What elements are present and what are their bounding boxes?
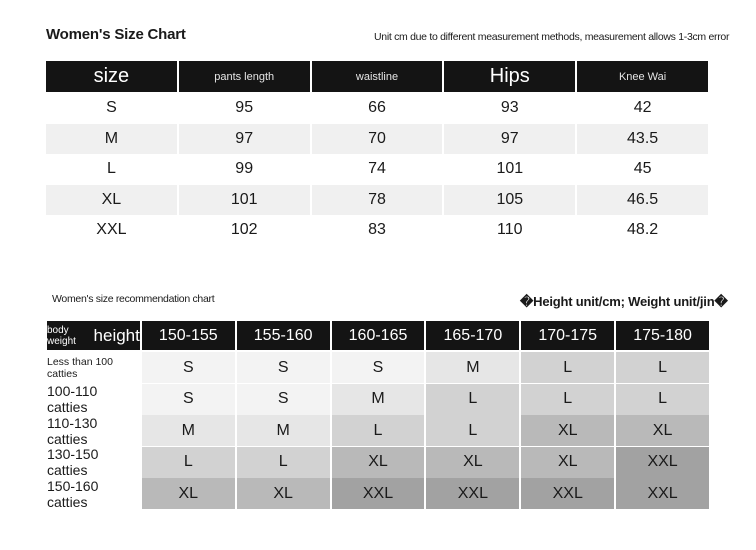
table-row <box>47 478 709 509</box>
table-cell: 99 <box>235 160 254 178</box>
row-label-weight: Less than 100 catties <box>47 352 140 383</box>
recommendation-header-row <box>47 321 709 350</box>
corner-weight-label: body weight <box>47 324 76 347</box>
size-cell: XL <box>521 447 614 478</box>
table-row <box>46 215 708 246</box>
size-cell: M <box>332 384 425 415</box>
table-cell: 70 <box>312 124 443 155</box>
table-cell: L <box>106 160 116 178</box>
table-cell: 46.5 <box>577 185 708 216</box>
table-cell: 74 <box>368 160 386 178</box>
col-header-hips: Hips <box>444 61 575 92</box>
table-cell: 66 <box>368 99 386 117</box>
size-cell: XL <box>237 478 330 509</box>
table-cell: S <box>106 99 117 117</box>
size-chart-title: Women's Size Chart <box>46 26 186 43</box>
table-row <box>46 93 708 124</box>
size-cell: XXL <box>616 478 709 509</box>
row-label-weight: 100-110 catties <box>47 384 140 415</box>
size-cell: XL <box>616 415 709 446</box>
col-header-height: 155-160 <box>237 321 330 350</box>
size-cell: L <box>426 384 519 415</box>
col-header-height: 170-175 <box>521 321 614 350</box>
table-cell: 78 <box>312 185 443 216</box>
size-cell: XL <box>142 478 235 509</box>
table-row <box>47 352 709 383</box>
col-header-pants-length: pants length <box>179 61 310 92</box>
col-header-height: 165-170 <box>426 321 519 350</box>
table-cell: 93 <box>500 99 519 117</box>
table-cell: XXL <box>96 221 127 239</box>
row-label-weight: 130-150 catties <box>47 447 140 478</box>
table-cell: 102 <box>230 221 258 239</box>
table-row <box>46 185 708 216</box>
col-header-size: size <box>46 61 177 92</box>
table-cell: 42 <box>633 99 652 117</box>
size-cell: M <box>142 415 235 446</box>
size-cell: L <box>616 384 709 415</box>
size-cell: S <box>332 352 425 383</box>
size-cell: M <box>237 415 330 446</box>
table-cell: 83 <box>368 221 386 239</box>
size-cell: S <box>237 352 330 383</box>
table-row <box>47 447 709 478</box>
table-cell: XL <box>46 185 177 216</box>
table-row <box>46 154 708 185</box>
table-row <box>47 384 709 415</box>
size-cell: M <box>426 352 519 383</box>
size-cell: XL <box>332 447 425 478</box>
size-cell: XXL <box>332 478 425 509</box>
size-cell: L <box>332 415 425 446</box>
size-chart-header-row <box>46 61 708 92</box>
table-row <box>47 415 709 446</box>
size-cell: L <box>616 352 709 383</box>
size-chart-table <box>46 61 708 246</box>
corner-height-label: height <box>93 325 140 345</box>
size-cell: L <box>237 447 330 478</box>
unit-note: �Height unit/cm; Weight unit/jin� <box>520 294 728 309</box>
col-header-height: 160-165 <box>332 321 425 350</box>
size-cell: S <box>142 384 235 415</box>
size-cell: XXL <box>426 478 519 509</box>
table-cell: 101 <box>179 185 310 216</box>
table-cell: 48.2 <box>627 221 659 239</box>
table-cell: 43.5 <box>577 124 708 155</box>
row-label-weight: 110-130 catties <box>47 415 140 446</box>
col-header-waistline: waistline <box>312 61 443 92</box>
size-cell: S <box>142 352 235 383</box>
col-header-height: 175-180 <box>616 321 709 350</box>
col-header-height: 150-155 <box>142 321 235 350</box>
table-cell: 101 <box>496 160 524 178</box>
table-cell: 97 <box>179 124 310 155</box>
size-cell: L <box>426 415 519 446</box>
table-cell: M <box>46 124 177 155</box>
corner-header <box>47 321 140 350</box>
row-label-weight: 150-160 catties <box>47 478 140 509</box>
size-cell: XXL <box>616 447 709 478</box>
size-cell: L <box>521 352 614 383</box>
table-cell: 110 <box>497 221 523 239</box>
size-cell: S <box>237 384 330 415</box>
table-cell: 45 <box>633 160 652 178</box>
measurement-note: Unit cm due to different measurement methods, measurement allows 1-3cm error <box>374 31 730 43</box>
size-cell: XXL <box>521 478 614 509</box>
size-cell: L <box>142 447 235 478</box>
size-cell: XL <box>521 415 614 446</box>
table-cell: 95 <box>235 99 254 117</box>
recommendation-title: Women's size recommendation chart <box>52 293 215 305</box>
recommendation-table <box>47 321 709 510</box>
table-cell: 97 <box>444 124 575 155</box>
table-row <box>46 124 708 155</box>
col-header-knee: Knee Wai <box>577 61 708 92</box>
size-cell: L <box>521 384 614 415</box>
size-cell: XL <box>426 447 519 478</box>
table-cell: 105 <box>444 185 575 216</box>
